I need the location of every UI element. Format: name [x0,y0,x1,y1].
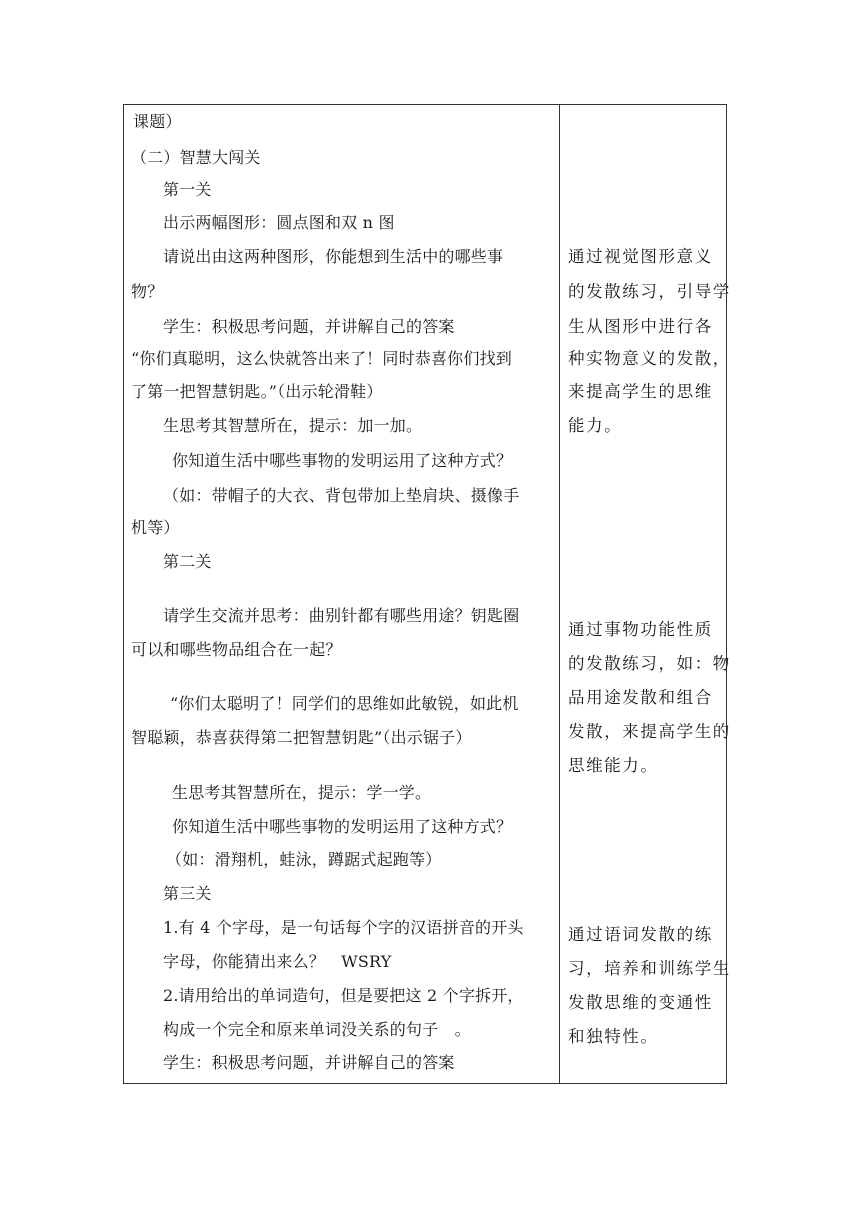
text-line: 智聪颖，恭喜获得第二把智慧钥匙”（出示锯子） [131,728,472,747]
text-line: “你们真聪明，这么快就答出来了！同时恭喜你们找到 [131,349,512,368]
text-line: 生思考其智慧所在，提示：学一学。 [172,783,432,802]
note-line: 思维能力。 [568,756,659,775]
text-line: “你们太聪明了！同学们的思维如此敏锐，如此机 [170,694,519,713]
text-line: 出示两幅图形：圆点图和双 n 图 [163,213,395,232]
note-line: 的发散练习，引导学 [568,282,731,301]
text-line: 学生：积极思考问题，并讲解自己的答案 [163,1053,455,1072]
text-line: 学生：积极思考问题，并讲解自己的答案 [163,317,455,336]
stage-heading: 第三关 [163,884,212,903]
text-line: 请学生交流并思考：曲别针都有哪些用途？钥匙圈 [163,606,520,625]
text-line: 机等） [131,518,180,537]
note-line: 和独特性。 [568,1027,659,1046]
note-line: 通过事物功能性质 [568,620,713,639]
section-heading: （二）智慧大闯关 [131,148,261,167]
note-line: 能力。 [568,416,623,435]
text-line: 了第一把智慧钥匙。”（出示轮滑鞋） [131,382,383,401]
note-line: 的发散练习，如：物 [568,654,731,673]
text-line: 生思考其智慧所在，提示：加一加。 [163,416,423,435]
note-line: 品用途发散和组合 [568,688,713,707]
text-line: 物？ [131,282,164,301]
note-line: 发散思维的变通性 [568,993,713,1012]
text-line: 你知道生活中哪些事物的发明运用了这种方式？ [172,817,513,836]
text-line: 可以和哪些物品组合在一起？ [131,640,342,659]
note-line: 发散，来提高学生的 [568,722,731,741]
note-line: 通过语词发散的练 [568,925,713,944]
stage-heading: 第一关 [163,180,212,199]
text-line: （如：滑翔机，蛙泳，蹲踞式起跑等） [166,850,442,869]
text-line: 课题） [133,112,182,131]
note-line: 来提高学生的思维 [568,382,713,401]
note-line: 种实物意义的发散， [568,349,731,368]
note-line: 通过视觉图形意义 [568,247,713,266]
text-line: 请说出由这两种图形，你能想到生活中的哪些事 [163,247,504,266]
note-line: 习，培养和训练学生 [568,959,731,978]
text-line: （如：带帽子的大衣、背包带加上垫肩块、摄像手 [163,486,520,505]
text-line: 构成一个完全和原来单词没关系的句子 。 [163,1020,471,1039]
text-line: 1.有 4 个字母，是一句话每个字的汉语拼音的开头 [163,918,524,937]
note-line: 生从图形中进行各 [568,317,713,336]
text-line: 字母，你能猜出来么？ WSRY [163,952,392,971]
text-line: 你知道生活中哪些事物的发明运用了这种方式？ [172,451,513,470]
stage-heading: 第二关 [163,552,212,571]
text-line: 2.请用给出的单词造句，但是要把这 2 个字拆开， [163,986,524,1005]
